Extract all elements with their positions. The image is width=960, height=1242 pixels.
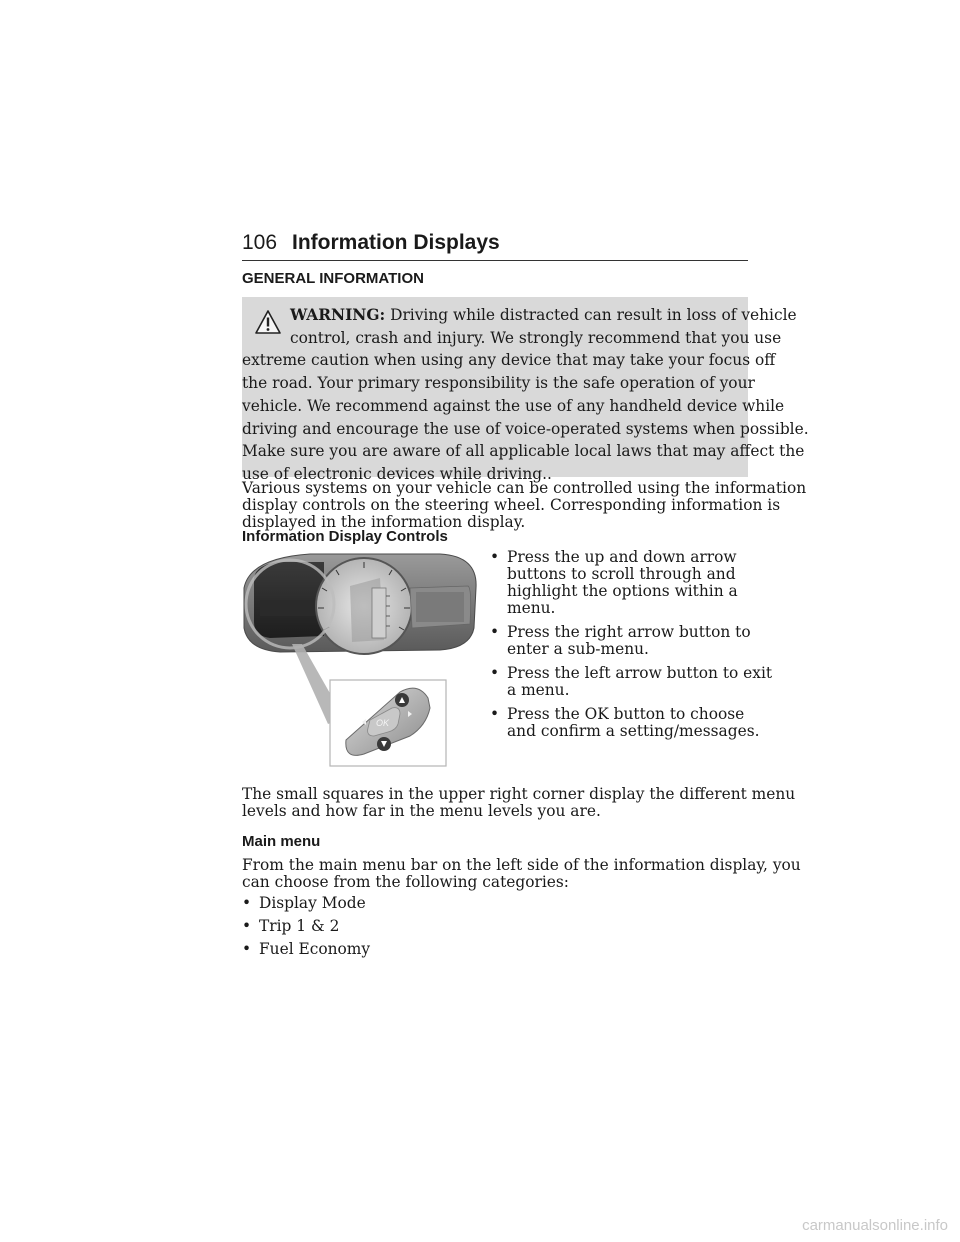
bullet-mark: • xyxy=(490,664,500,682)
warning-label: WARNING: xyxy=(290,306,386,324)
intro-paragraph: Various systems on your vehicle can be controlled using the information display controls on the steering wheel. Corresponding information is displayed in the information display. xyxy=(242,479,807,531)
menu-levels-paragraph: The small squares in the upper right corner display the different menu levels and how far in the menu levels you are. xyxy=(242,785,796,820)
list-item: • Display Mode xyxy=(242,894,366,912)
controls-bullet-list xyxy=(490,548,773,747)
warning-line: driving and encourage the use of voice-operated systems when possible. xyxy=(242,419,809,438)
list-item: • Press the up and down arrow buttons to scroll through and highlight the options within a menu. xyxy=(490,548,738,617)
bullet-mark: • xyxy=(242,917,252,935)
subheading-information-display-controls: Information Display Controls xyxy=(242,528,448,545)
warning-line: Make sure you are aware of all applicable local laws that may affect the xyxy=(242,442,805,461)
chapter-title: Information Displays xyxy=(292,231,500,254)
list-item: • Trip 1 & 2 xyxy=(242,917,340,935)
bullet-mark: • xyxy=(490,705,500,723)
warning-line: extreme caution when using any device that may take your focus off xyxy=(242,351,776,370)
page-header xyxy=(242,231,748,261)
bullet-mark: • xyxy=(242,894,252,912)
warning-line: control, crash and injury. We strongly recommend that you use xyxy=(290,328,782,347)
subheading-main-menu: Main menu xyxy=(242,833,321,850)
list-item: • Press the OK button to choose and confirm a setting/messages. xyxy=(490,705,760,740)
warning-line: the road. Your primary responsibility is the safe operation of your xyxy=(242,374,755,393)
page-number: 106 xyxy=(242,231,278,254)
ok-button-label: OK xyxy=(376,718,390,728)
section-heading-general-information: GENERAL INFORMATION xyxy=(242,270,424,287)
warning-line: WARNING: Driving while distracted can result in loss of vehicle xyxy=(290,306,797,324)
cluster-and-controls-illustration xyxy=(240,548,488,770)
bullet-mark: • xyxy=(490,623,500,641)
warning-box xyxy=(242,297,809,483)
watermark: carmanualsonline.info xyxy=(802,1217,948,1234)
main-menu-categories xyxy=(242,895,370,964)
warning-line: vehicle. We recommend against the use of any handheld device while xyxy=(242,396,785,415)
list-item: • Fuel Economy xyxy=(242,940,371,958)
bullet-mark: • xyxy=(242,940,252,958)
main-menu-paragraph: From the main menu bar on the left side of the information display, you can choose from the following categories: xyxy=(242,856,801,891)
warning-text xyxy=(242,304,809,486)
warning-line: use of electronic devices while driving.. xyxy=(242,464,552,483)
bullet-mark: • xyxy=(490,548,500,566)
list-item: • Press the left arrow button to exit a menu. xyxy=(490,664,773,699)
header-divider xyxy=(242,260,748,261)
list-item: • Press the right arrow button to enter a sub-menu. xyxy=(490,623,751,658)
